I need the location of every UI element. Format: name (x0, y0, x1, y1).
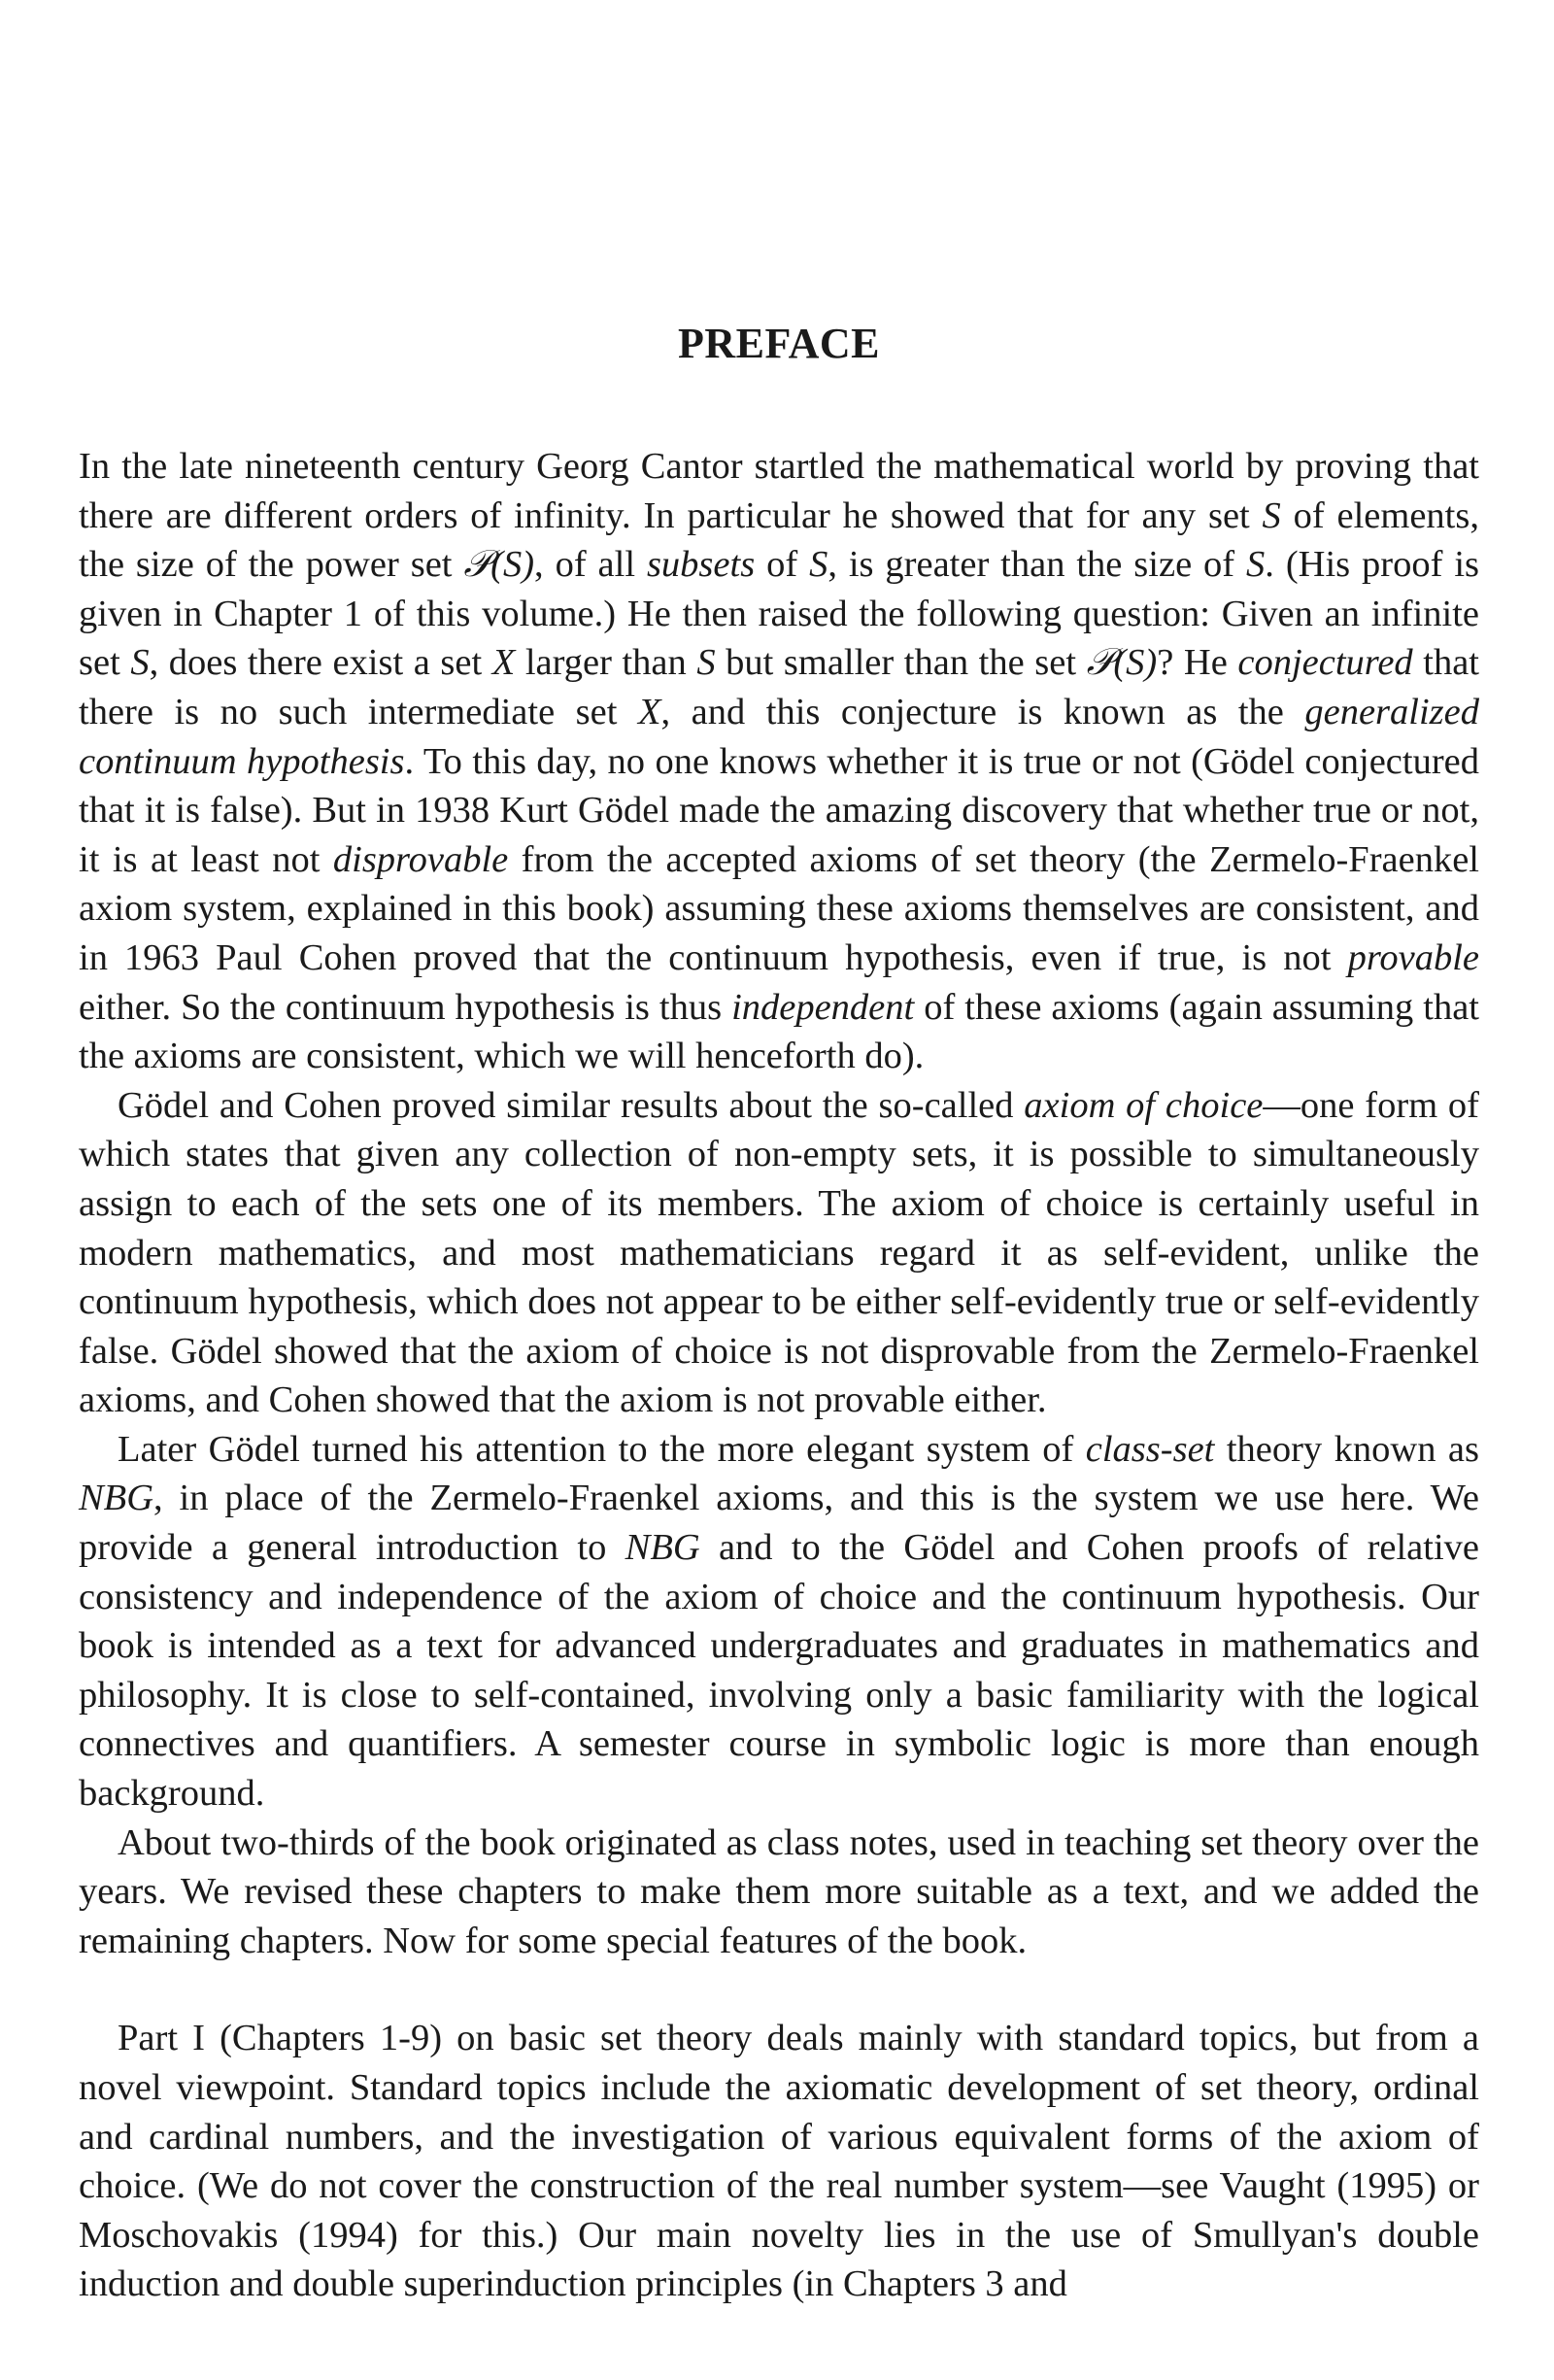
text-run: About two-thirds of the book originated as class notes, used in teaching set theory over the years. We revised these chapters to make them more suitable as a text, and we added the remaining chapters. Now for some special features of the book. (79, 1821, 1479, 1961)
text-run: larger than (515, 642, 697, 684)
italic-text: axiom of choice (1024, 1084, 1264, 1126)
text-run: from the accepted axioms of set theory (the Zermelo-Fraenkel axiom system, explained in this book) assuming these axioms themselves are consistent, and in 1963 Paul Cohen proved that the continuum hypothesis, even if true, is not (79, 838, 1479, 978)
text-run: —one form of which states that given any collection of non-empty sets, it is possible to simultaneously assign to each of the sets one of its members. The axiom of choice is certainly useful in modern mathematics, and most mathematicians regard it as self-evident, unlike the continuum hypothesis, which does not appear to be either self-evidently true or self-evidently false. Gödel showed that the axiom of choice is not disprovable from the Zermelo-Fraenkel axioms, and Cohen showed that the axiom is not provable either. (79, 1084, 1480, 1421)
text-run: and to the Gödel and Cohen proofs of relative consistency and independence of the axiom of choice and the continuum hypothesis. Our book is intended as a text for advanced undergraduates and graduates in mathematics and philosophy. It is close to self-contained, involving only a basic familiarity with the logical connectives and quantifiers. A semester course in symbolic logic is more than enough background. (79, 1527, 1479, 1815)
text-run: Part I (Chapters 1-9) on basic set theory deals mainly with standard topics, but from a novel viewpoint. Standard topics include the axiomatic development of set theory, ordinal and cardinal numbers, and the investigation of various equivalent forms of the axiom of choice. (We do not cover the construction of the real number system—see Vaught (1995) or Moschovakis (1994) for this.) Our main novelty lies in the use of Smullyan's double induction and double superinduction principles (in Chapters 3 and (79, 2018, 1479, 2305)
italic-text: NBG (625, 1527, 700, 1569)
paragraph (79, 1819, 1479, 1966)
paragraph (79, 2014, 1479, 2309)
italic-text: independent (731, 986, 915, 1028)
text-run: either. So the continuum hypothesis is thus (79, 986, 732, 1028)
paragraph (79, 1081, 1479, 1425)
text-run: ? He (1157, 642, 1238, 684)
italic-text: subsets (646, 544, 756, 586)
paragraph (79, 442, 1479, 1081)
text-run: but smaller than the set (715, 642, 1087, 684)
text-run: Later Gödel turned his attention to the more elegant system of (118, 1428, 1086, 1470)
italic-text: conjectured (1237, 642, 1413, 684)
page-title: PREFACE (677, 320, 880, 368)
text-run: of (755, 544, 810, 586)
text-run: theory known as (1214, 1428, 1480, 1470)
italic-text: disprovable (332, 838, 509, 880)
text-run: , of all (534, 544, 647, 586)
text-run: , in place of the Zermelo-Fraenkel axioms, and this is the system we use here. We provide a general introduction to (79, 1478, 1479, 1569)
italic-text: S (696, 642, 716, 684)
text-run: , is greater than the size of (828, 544, 1247, 586)
italic-text: 𝒫(S) (1086, 642, 1158, 684)
text-run: , and this conjecture is known as the (660, 691, 1305, 732)
text-run: Gödel and Cohen proved similar results about the so-called (118, 1084, 1025, 1126)
italic-text: X (637, 691, 661, 732)
italic-text: 𝒫(S) (463, 544, 535, 586)
italic-text: S (1262, 494, 1281, 536)
italic-text: provable (1347, 936, 1479, 978)
text-run: of these axioms (again assuming that the axioms are consistent, which we will henceforth do). (79, 986, 1479, 1077)
text-run: . To this day, no one knows whether it is true or not (Gödel conjectured that it is false). But in 1938 Kurt Gödel made the amazing discovery that whether true or not, it is at least not (79, 740, 1480, 880)
paragraph (79, 1425, 1479, 1819)
text-run: . (His proof is given in Chapter 1 of this volume.) He then raised the following question: Given an infinite set (79, 544, 1480, 684)
italic-text: NBG (79, 1478, 153, 1519)
italic-text: S (1246, 544, 1266, 586)
italic-text: generalized continuum hypothesis (79, 691, 1479, 782)
italic-text: X (491, 642, 516, 684)
italic-text: S (130, 642, 150, 684)
preface-body (79, 442, 1479, 2309)
text-run: , does there exist a set (149, 642, 492, 684)
text-run: that there is no such intermediate set (79, 642, 1479, 732)
text-run: of elements, the size of the power set (79, 494, 1479, 586)
italic-text: class-set (1085, 1428, 1215, 1470)
text-run: In the late nineteenth century Georg Cantor startled the mathematical world by proving that there are different orders of infinity. In particular he showed that for any set (79, 446, 1479, 536)
italic-text: S (809, 544, 828, 586)
